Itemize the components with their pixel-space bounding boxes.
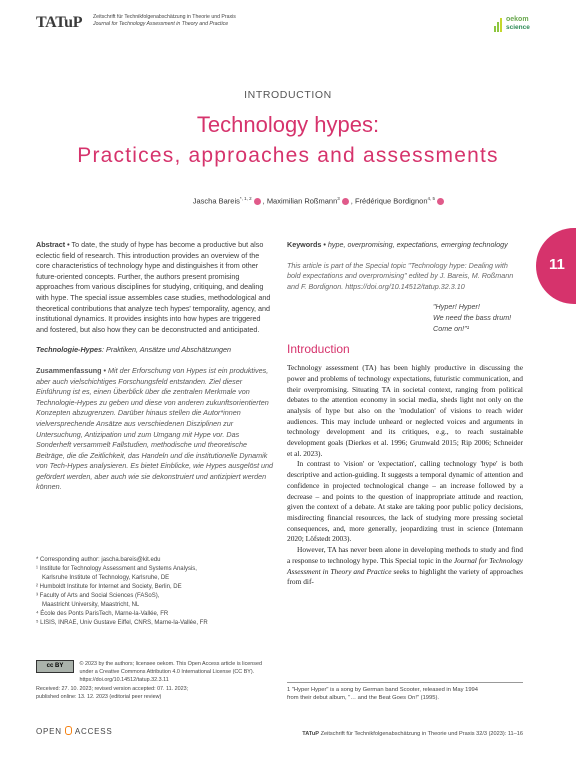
german-title-label: Technologie-Hypes — [36, 345, 103, 355]
author-name[interactable]: Frédérique Bordignon — [354, 196, 428, 206]
paragraph-text: However, TA has never been alone in developing methods to study and find a response to technology hype. This Special topic in the — [287, 545, 523, 565]
paragraph — [287, 545, 523, 588]
paragraph-text: seeks to highlight the variety of approaches from dif- — [287, 566, 523, 587]
footnote-line: from their debut album, "… and the Beat Goes On!" (1995). — [287, 695, 440, 702]
cc-by-badge-icon[interactable]: cc BY — [36, 660, 74, 673]
keywords-label: Keywords • — [287, 240, 326, 249]
orcid-icon[interactable] — [437, 198, 444, 205]
german-title-text: : Praktiken, Ansätze und Abschätzungen — [102, 345, 231, 355]
special-topic-note: This article is part of the Special topic "Technology hype: Dealing with bold expectations and overpromising" edited by J. Bareis, M. Roßmann and F. Bordignon. https://doi.org/10.14512/tatup.32.3.10 — [287, 260, 514, 291]
license-block — [36, 660, 274, 701]
publisher-name: oekom — [506, 16, 529, 23]
journal-name — [93, 14, 236, 28]
paragraph: In contrast to 'vision' or 'expectation', calling technology 'hype' is both descriptive and action-guiding. It suggests a temporal dynamic of attention and confidence in projected technological change – an increase followed by a decrease – and points to the question of inappropriate attitude and reaction, given the context of a debate. At stake are taking poor public policy decisions, misdirecting financial resources, the lack of studying more pressing societal consequences, and, more generally, jeopardizing trust in science (Intemann 2020; Löfstedt 2003). — [287, 459, 523, 544]
open-access-open: OPEN — [36, 727, 62, 736]
author-affil: 3 — [337, 196, 340, 201]
page-footer — [302, 731, 523, 737]
journal-title-italic: Journal for Technology Assessment in Theory and Practice — [287, 555, 523, 576]
section-label: INTRODUCTION — [244, 89, 332, 101]
page-number: 11 — [549, 256, 565, 273]
abstract-label: Abstract • — [36, 240, 70, 249]
left-column — [36, 240, 274, 493]
epigraph — [287, 302, 523, 334]
keywords-text: hype, overpromising, expectations, emerging technology — [327, 240, 508, 249]
open-access-access: ACCESS — [74, 727, 113, 736]
page-number-tab — [536, 228, 576, 304]
right-column — [287, 240, 523, 588]
zusammenfassung — [36, 366, 274, 493]
affiliation: Maastricht University, Maastricht, NL — [42, 602, 140, 608]
received-dates: Received: 27. 10. 2023; revised version accepted: 07. 11. 2023; — [36, 685, 189, 692]
abstract-text: To date, the study of hype has become a productive but also eclectic field of research. This introduction provides an overview of the core characteristics of technology hype and distinguishes it from other future-oriented concepts. Further, the authors present promising approaches from various disciplines for studying, critiquing, and dealing with hype. The special issue assembles case studies, methodological and theoretical contributions that analyze tech hypes' temporality, agency, and institutional dynamics. It provides insights into how hypes are triggered and fostered, but also how they can be deconstructed and anticipated. — [36, 240, 271, 334]
keywords — [287, 240, 523, 251]
published-date: published online: 13. 12. 2023 (editorial peer review) — [36, 693, 162, 700]
zusammenfassung-text: Mit der Erforschung von Hypes ist ein produktives, aber auch vielschichtiges Forschungsfeld entstanden. Ziel dieser Einführung ist es, einen Überblick über die zentralen Merkmale von Technologie-Hypes zu geben und diese von anderen zukunftsorientierten Konzepten abzugrenzen. Darüber hinaus stellen die Autor*innen vielversprechende Ansätze aus verschiedenen Disziplinen zur Untersuchung, Antizipation und zum Umgang mit Hype vor. Das Sonderheft versammelt Fallstudien, methodische und theoretische Beiträge, die die Zeitlichkeit, das Handeln und die institutionelle Dynamik von Tech-Hypes analysieren. Es bietet Einblicke, wie Hypes ausgelöst und gefördert werden, aber auch wie sie dekonstruiert und antizipiert werden können. — [36, 365, 274, 492]
orcid-icon[interactable] — [254, 198, 261, 205]
corresponding-author[interactable]: * Corresponding author: jascha.bareis@kit.edu — [36, 557, 161, 563]
body-text — [287, 363, 523, 588]
license-line: © 2023 by the authors; licensee oekom. This Open Access article is licensed — [79, 661, 262, 667]
affiliation: ⁵ LISIS, INRAE, Univ Gustave Eiffel, CNRS, Marne-la-Vallée, FR — [36, 620, 208, 626]
affiliation-footnotes — [36, 556, 274, 628]
open-access-logo — [36, 726, 113, 736]
orcid-icon[interactable] — [342, 198, 349, 205]
epigraph-line: "Hyper! Hyper! — [433, 302, 480, 312]
journal-name-de: Zeitschrift für Technikfolgenabschätzung in Theorie und Praxis — [93, 14, 236, 20]
journal-name-en: Journal for Technology Assessment in Theory and Practice — [93, 21, 229, 27]
article-title-line-1: Technology hypes: — [196, 112, 380, 137]
affiliation: ¹ Institute for Technology Assessment and Systems Analysis, — [36, 566, 197, 572]
german-title — [36, 345, 274, 356]
affiliation: ² Humboldt Institute for Internet and Society, Berlin, DE — [36, 584, 182, 590]
epigraph-line: Come on!"¹ — [433, 323, 470, 333]
paragraph: Technology assessment (TA) has been highly productive in discussing the power and problems of technology expectations, futuristic communication, and their overpromising. Situating TA in societal context, ranging from political debates to the attention economy in social media, sheds light not only on the analysis of hype but also on the 'modulation' of visions to reach wider audiences. This may include unheard or neglected voices and arguments in technology development and its critiques, e.g., to reach sustainable development goals (Dierkes et al. 1996; Grunwald 2015; Rip 2006; Schneider et al. 2023). — [287, 363, 523, 458]
publisher-bars-icon — [494, 16, 504, 32]
author-name[interactable]: Jascha Bareis — [192, 196, 240, 206]
abstract — [36, 240, 274, 335]
open-lock-icon — [65, 726, 72, 735]
footnote-line: 1 "Hyper Hyper" is a song by German band Scooter, released in May 1994 — [287, 687, 479, 693]
license-text — [80, 660, 270, 685]
doi-link[interactable]: https://doi.org/10.14512/tatup.32.3.11 — [79, 677, 169, 684]
footnote-song — [287, 682, 523, 703]
footer-journal: TATuP — [302, 731, 319, 737]
affiliation: ³ Faculty of Arts and Social Sciences (FASoS), — [36, 593, 160, 599]
author-affil: *, 1, 2 — [239, 196, 252, 201]
footer-citation: Zeitschrift für Technikfolgenabschätzung in Theorie und Praxis 32/3 (2023): 11–16 — [320, 731, 523, 737]
affiliation: ⁴ École des Ponts ParisTech, Marne-la-Vallée, FR — [36, 611, 169, 617]
journal-logo: TATuP — [36, 14, 83, 31]
publisher-logo — [494, 14, 540, 34]
epigraph-line: We need the bass drum! — [433, 312, 512, 322]
author-affil: 4, 5 — [427, 196, 435, 201]
zusammenfassung-label: Zusammenfassung • — [36, 365, 107, 375]
license-line: under a Creative Commons Attribution 4.0 International License (CC BY). — [79, 669, 255, 676]
affiliation: Karlsruhe Institute of Technology, Karlsruhe, DE — [42, 575, 170, 581]
article-title-line-2: Practices, approaches and assessments — [77, 144, 499, 167]
author-list: Jascha Bareis$^{*, 1, 2}$ , Maximilian Roßmann$^3$ , Frédérique Bordignon$^{4, 5}$ — [193, 196, 446, 206]
publisher-sub: science — [506, 24, 530, 31]
author-name[interactable]: Maximilian Roßmann — [266, 196, 338, 206]
section-heading-introduction: Introduction — [287, 342, 350, 357]
